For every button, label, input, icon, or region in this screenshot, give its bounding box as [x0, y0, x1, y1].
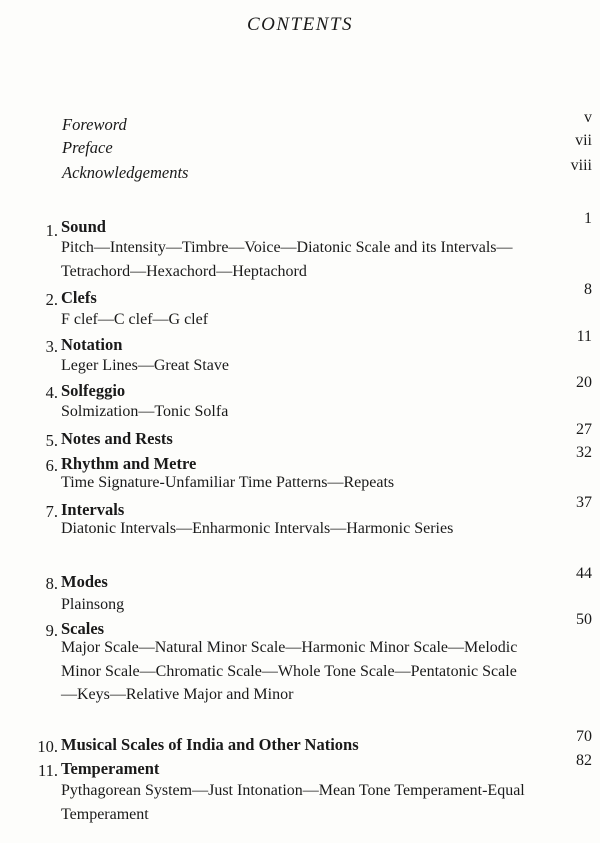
- chapter-page: 1: [584, 210, 592, 227]
- chapter-title: Rhythm and Metre: [61, 454, 197, 473]
- chapter-page: 27: [576, 421, 592, 438]
- chapter-number: 9.: [45, 621, 58, 640]
- chapter-number: 5.: [45, 431, 58, 450]
- chapter-subtopics: Pitch—Intensity—Timbre—Voice—Diatonic Scale and its Intervals—Tetrachord—Hexachord—Heptachord: [61, 239, 513, 280]
- chapter-page: 70: [576, 728, 592, 745]
- toc-front-foreword[interactable]: [62, 109, 592, 137]
- chapter-page: 37: [576, 494, 592, 511]
- chapter-title: Solfeggio: [61, 381, 126, 400]
- toc-front-label: Foreword: [62, 115, 127, 134]
- toc-front-label: Acknowledgements: [62, 163, 189, 182]
- chapter-number: 1.: [45, 221, 58, 240]
- toc-front-label: Preface: [62, 138, 113, 157]
- chapter-title: Sound: [61, 217, 106, 236]
- chapter-subtopics: Pythagorean System—Just Intonation—Mean Tone Temperament-Equal Temperament: [61, 782, 525, 823]
- chapter-number: 10.: [37, 737, 58, 756]
- chapter-subtopics: Solmization—Tonic Solfa: [61, 403, 229, 420]
- chapter-subtopics: F clef—C clef—G clef: [61, 311, 209, 328]
- chapter-number: 8.: [45, 574, 58, 593]
- chapter-number: 4.: [45, 383, 58, 402]
- chapter-subtopics: Plainsong: [61, 596, 125, 613]
- toc-front-page: viii: [570, 157, 592, 174]
- chapter-number: 3.: [45, 337, 58, 356]
- chapter-title: Intervals: [61, 500, 125, 519]
- chapter-page: 32: [576, 444, 592, 461]
- toc-front-page: v: [584, 109, 592, 126]
- chapter-page: 20: [576, 374, 592, 391]
- chapter-title: Temperament: [61, 759, 160, 778]
- chapter-number: 11.: [37, 761, 58, 780]
- chapter-title: Notation: [61, 335, 123, 354]
- chapter-page: 11: [576, 328, 592, 345]
- chapter-title: Clefs: [61, 288, 97, 307]
- chapter-number: 7.: [45, 502, 58, 521]
- chapter-page: 50: [576, 611, 592, 628]
- chapter-title: Scales: [61, 619, 105, 638]
- chapter-page: 44: [576, 565, 592, 582]
- chapter-page: 82: [576, 752, 592, 769]
- chapter-title: Notes and Rests: [61, 429, 173, 448]
- chapter-number: 6.: [45, 456, 58, 475]
- toc-front-page: vii: [575, 132, 592, 149]
- toc-front-acknowledgements[interactable]: [62, 157, 592, 185]
- chapter-subtopics: Diatonic Intervals—Enharmonic Intervals—Harmonic Series: [61, 520, 454, 537]
- page-title: CONTENTS: [247, 14, 353, 35]
- chapter-page: 8: [584, 281, 592, 298]
- chapter-subtopics: Time Signature-Unfamiliar Time Patterns—Repeats: [61, 474, 395, 491]
- chapter-subtopics: Leger Lines—Great Stave: [61, 357, 229, 374]
- chapter-subtopics: Major Scale—Natural Minor Scale—Harmonic Minor Scale—Melodic Minor Scale—Chromatic Scale—Whole Tone Scale—Pentatonic Scale—Keys—Relative Major and Minor: [61, 639, 518, 703]
- chapter-title: Modes: [61, 572, 108, 591]
- toc-front-preface[interactable]: [62, 132, 592, 160]
- chapter-title: Musical Scales of India and Other Nations: [61, 735, 359, 754]
- chapter-number: 2.: [45, 290, 58, 309]
